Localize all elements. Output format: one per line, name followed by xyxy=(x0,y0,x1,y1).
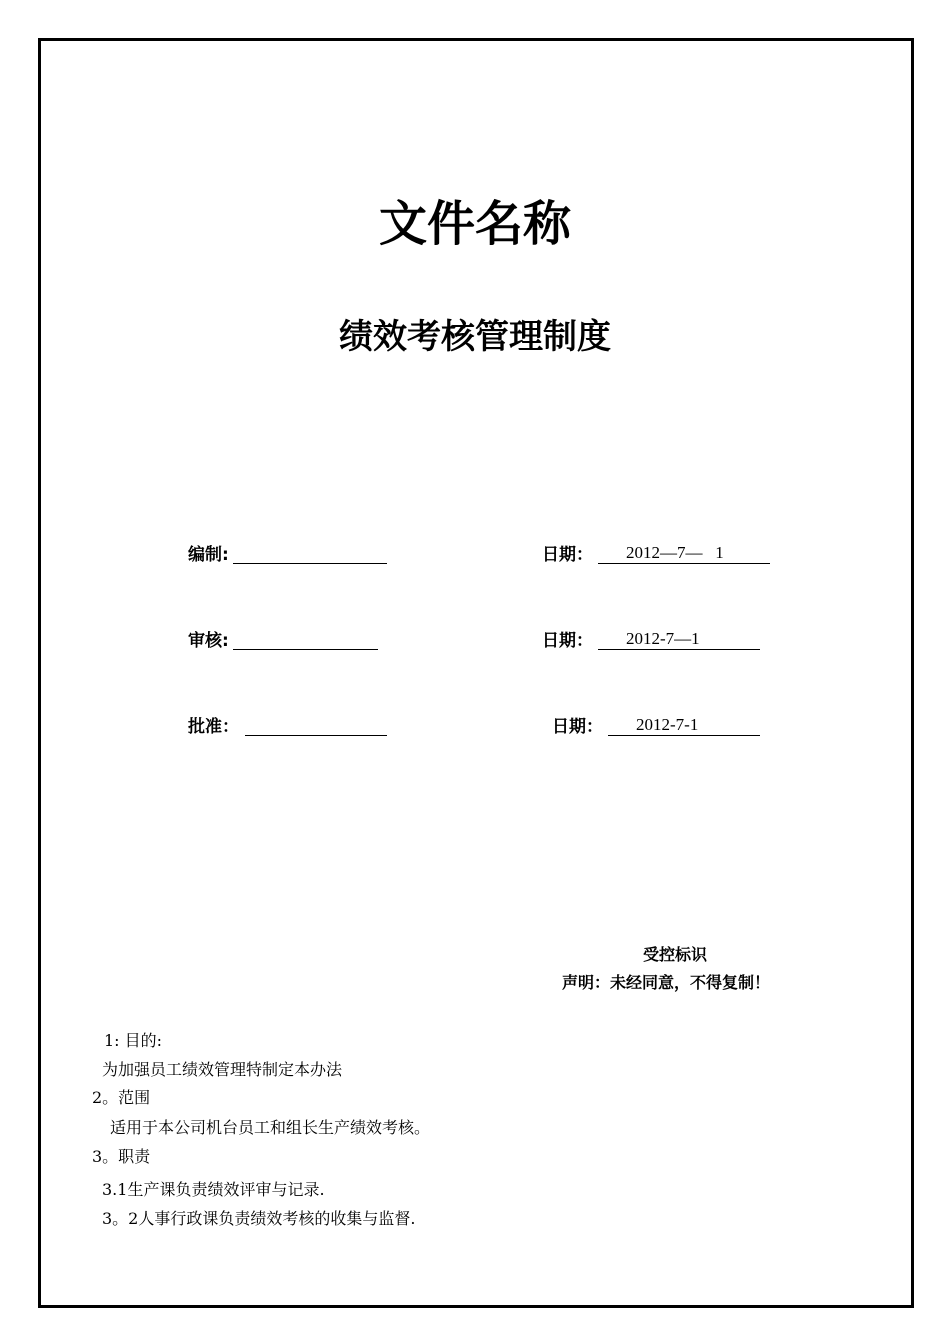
date-value-1: 2012—7— 1 xyxy=(626,543,724,562)
reviewed-label: 审核: xyxy=(188,631,229,651)
section-1-heading: 1: 目的: xyxy=(104,1031,163,1050)
reviewed-signature-line xyxy=(233,649,378,650)
section-2-heading: 2。范围 xyxy=(92,1088,151,1107)
date-value-3: 2012-7-1 xyxy=(636,715,699,734)
copy-statement: 声明：未经同意，不得复制！ xyxy=(562,973,771,992)
approved-label: 批准： xyxy=(188,717,239,737)
section-1-text: 为加强员工绩效管理特制定本办法 xyxy=(102,1060,343,1079)
document-subtitle: 绩效考核管理制度 xyxy=(339,317,611,357)
date-label-1: 日期： xyxy=(542,545,593,565)
controlled-mark: 受控标识 xyxy=(642,945,707,964)
date-value-2: 2012-7—1 xyxy=(626,629,700,648)
section-3-item-2: 3。2人事行政课负责绩效考核的收集与监督. xyxy=(102,1209,416,1228)
section-2-text: 适用于本公司机台员工和组长生产绩效考核。 xyxy=(110,1118,431,1137)
prepared-label: 编制: xyxy=(188,545,229,565)
date-label-2: 日期： xyxy=(542,631,593,651)
prepared-signature-line xyxy=(233,563,387,564)
approved-signature-line xyxy=(245,735,387,736)
date-label-3: 日期： xyxy=(552,717,603,737)
section-3-heading: 3。职责 xyxy=(92,1147,151,1166)
document-title: 文件名称 xyxy=(378,196,571,252)
section-3-item-1: 3.1生产课负责绩效评审与记录. xyxy=(102,1180,325,1199)
